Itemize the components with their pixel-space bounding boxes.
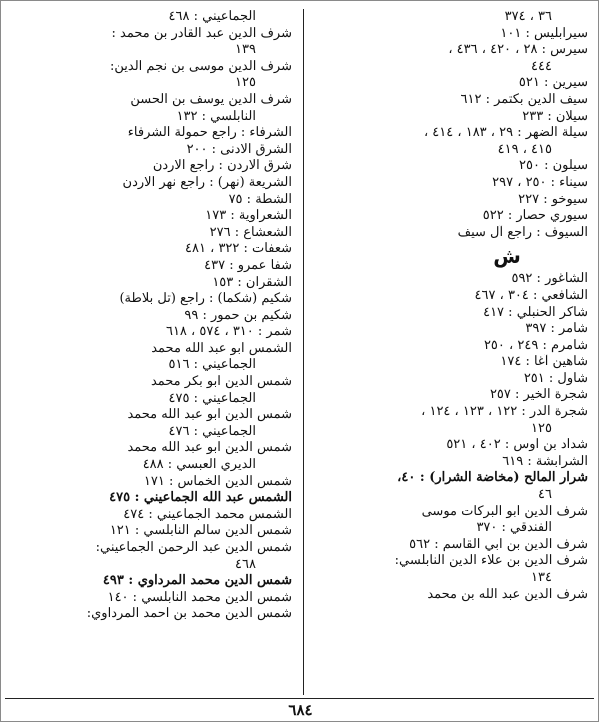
- index-entry-line: ٤٦: [538, 487, 552, 503]
- index-entry-line: شمس الدين ابو بكر محمد: [150, 374, 292, 390]
- index-entry-line: شمس الدين الخماس : ١٧١: [143, 473, 292, 489]
- index-entry-line: الشقران : ١٥٣: [212, 274, 292, 290]
- index-entry-line: شاول : ٢٥١: [523, 370, 588, 386]
- index-entry-line: شاهين آغا : ١٧٤: [500, 354, 588, 370]
- index-entry-line: شاكر الحنبلي : ٤١٧: [483, 304, 588, 320]
- page-number: ٦٨٤: [288, 701, 313, 719]
- index-entry-line: شجرة الخير : ٢٥٧: [489, 387, 588, 403]
- left-column: [2, 9, 292, 623]
- index-entry-line: الجماعيني : ٤٦٨: [168, 9, 256, 24]
- index-entry-line: شمس الدين محمد بن احمد المرداوي:: [86, 606, 292, 622]
- index-entry-line: الشرابشة : ٦١٩: [502, 453, 588, 469]
- index-entry-line: الشمس محمد الجماعيني : ٤٧٤: [123, 506, 292, 522]
- index-entry-line: شرف الدين ابو البركات موسى: [421, 503, 588, 519]
- index-entry-line: سيلون : ٢٥٠: [519, 158, 588, 174]
- index-entry-line: شرق الاردن : راجع الاردن: [152, 158, 292, 174]
- index-entry-line: شامر : ٣٩٧: [525, 321, 588, 337]
- index-entry-line: شرف الدين عبد القادر بن محمد :: [111, 25, 292, 41]
- right-column: [306, 9, 588, 603]
- index-entry-line: سيناء : ٢٥٠ ، ٢٩٧: [492, 174, 588, 190]
- index-entry-line: سيلان : ٢٣٣: [522, 108, 588, 124]
- index-entry-line: الشمس ابو عبد الله محمد: [151, 340, 292, 356]
- index-entry-line: الشاغور : ٥٩٢: [511, 271, 588, 287]
- index-entry-line: شامرم : ٢٤٩ ، ٢٥٠: [483, 337, 588, 353]
- index-entry-line: سيوخو : ٢٢٧: [518, 191, 588, 207]
- footer-rule: [5, 698, 594, 699]
- index-entry-line: شمر : ٣١٠ ، ٥٧٤ ، ٦١٨: [165, 324, 292, 340]
- index-entry-line: الفندقي : ٣٧٠: [476, 520, 552, 536]
- left-column-entries: [2, 9, 292, 623]
- index-entry-line: سيلة الضهر : ٢٩ ، ١٨٣ ، ٤١٤ ،: [423, 125, 588, 141]
- index-entry-line: ٤٦٨: [235, 556, 256, 572]
- index-entry-line: الديري العبسي : ٤٨٨: [142, 457, 256, 473]
- index-entry-line: الشمس عبد الله الجماعيني : ٤٧٥: [109, 490, 292, 506]
- index-entry-line: شعفات : ٣٢٢ ، ٤٨١: [185, 241, 292, 257]
- index-entry-line: الشرق الادنى : ٢٠٠: [186, 141, 292, 157]
- index-entry-line: سيرابليس : ١٠١: [500, 25, 588, 41]
- column-divider: [303, 9, 304, 695]
- index-entry-line: ٤٤٤: [531, 58, 552, 74]
- index-entry-line: سيرين : ٥٢١: [518, 75, 588, 91]
- index-entry-line: الشعراوية : ١٧٣: [205, 208, 292, 224]
- index-entry-line: الجماعيني : ٤٧٦: [168, 423, 256, 439]
- index-entry-line: شمس الدين محمد النابلسي : ١٤٠: [107, 589, 292, 605]
- index-entry-line: شجرة الدر : ١٢٢ ، ١٢٣ ، ١٢٤ ،: [421, 404, 588, 420]
- index-entry-line: الجماعيني : ٤٧٥: [168, 390, 256, 406]
- index-entry-line: شرف الدين يوسف بن الحسن: [130, 91, 292, 107]
- index-entry-line: ٤١٥ ، ٤١٩: [497, 141, 552, 157]
- index-entry-line: شرف الدين بن ابي القاسم : ٥٦٢: [409, 536, 588, 552]
- index-entry-line: شرف الدين بن علاء الدين النابلسي:: [394, 553, 588, 569]
- index-entry-line: الشريعة (نهر) : راجع نهر الاردن: [122, 174, 292, 190]
- index-entry-line: سيرس : ٢٨ ، ٤٢٠ ، ٤٣٦ ،: [448, 42, 588, 58]
- index-entry-line: شمس الدين سالم النابلسي : ١٢١: [109, 523, 292, 539]
- index-entry-line: ١٣٩: [235, 42, 256, 58]
- index-entry-line: شفا عمرو : ٤٣٧: [204, 257, 292, 273]
- index-entry-line: ١٢٥: [235, 75, 256, 91]
- index-entry-line: شمس الدين عبد الرحمن الجماعيني:: [95, 540, 292, 555]
- index-entry-line: السيوف : راجع آل سيف: [457, 224, 588, 240]
- index-entry-line: النابلسي : ١٣٢: [176, 108, 256, 124]
- index-entry-line: شمس الدين محمد المرداوي : ٤٩٣: [102, 573, 292, 589]
- index-entry-line: شرار المالح (مخاضة الشرار) : ٤٠،: [397, 470, 588, 486]
- index-entry-line: الشعشاع : ٢٧٦: [209, 224, 292, 240]
- index-entry-line: سيف الدين بكتمر : ٦١٢: [460, 91, 588, 107]
- index-entry-line: شمس الدين ابو عبد الله محمد: [127, 440, 292, 456]
- index-entry-line: الشرفاء : راجع حمولة الشرفاء: [127, 125, 292, 141]
- right-column-top-entries: [306, 9, 588, 241]
- index-entry-line: شداد بن اوس : ٤٠٢ ، ٥٢١: [446, 437, 588, 453]
- index-entry-line: سيوري حصار : ٥٢٢: [482, 208, 588, 224]
- index-entry-line: شرف الدين موسى بن نجم الدين:: [110, 58, 292, 74]
- index-entry-line: الشافعي : ٣٠٤ ، ٤٦٧: [474, 287, 588, 303]
- index-entry-line: الجماعيني : ٥١٦: [168, 357, 256, 373]
- index-entry-line: ١٣٤: [531, 570, 552, 585]
- index-entry-line: شرف الدين عبد الله بن محمد: [427, 586, 588, 602]
- index-entry-line: ٣٦ ، ٣٧٤: [504, 9, 552, 24]
- right-column-bottom-entries: [306, 271, 588, 603]
- section-letter-heading: ش: [493, 244, 521, 269]
- index-entry-line: الشطة : ٧٥: [228, 191, 292, 207]
- index-entry-line: شمس الدين ابو عبد الله محمد: [127, 407, 292, 423]
- index-entry-line: شكيم (شكما) : راجع (تل بلاطة): [119, 291, 292, 307]
- index-entry-line: شكيم بن حمور : ٩٩: [184, 307, 292, 323]
- index-entry-line: ١٢٥: [531, 420, 552, 436]
